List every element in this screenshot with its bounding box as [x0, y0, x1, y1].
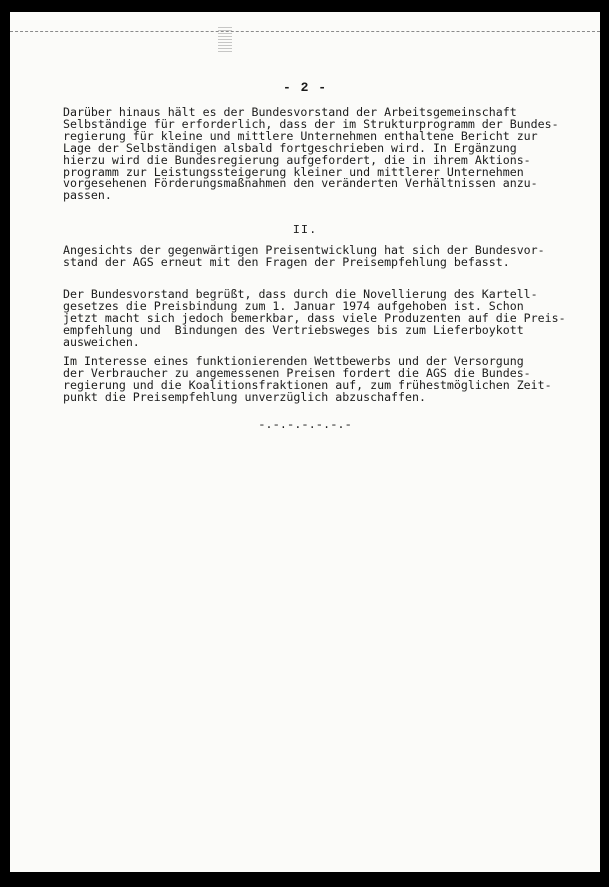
- top-dashed-rule: [10, 31, 600, 32]
- scan-artifact: [218, 26, 232, 52]
- paragraph-1: Darüber hinaus hält es der Bundesvorstand der Arbeitsgemeinschaft Selbständige für erforderlich, dass der im Strukturprogramm der Bundes- regierung für kleine und mittlere Unternehmen enthaltene Bericht zur Lage der Selbständigen alsbald fortgeschrieben wird. In Ergänzung hierzu wird die Bundesregierung aufgefordert, die in ihrem Aktions- programm zur Leistungssteigerung kleiner und mittlerer Unternehmen vorgesehenen Förderungsmaßnahmen den veränderten Verhältnissen anzu- passen.: [63, 105, 559, 203]
- end-mark: -.-.-.-.-.-.-: [258, 418, 352, 432]
- section-heading: II.: [292, 223, 318, 237]
- document-page: [10, 12, 600, 872]
- paragraph-4: Im Interesse eines funktionierenden Wettbewerbs und der Versorgung der Verbraucher zu angemessenen Preisen fordert die AGS die Bundes- regierung und die Koalitionsfraktionen auf, zum frühestmöglichen Zeit- punkt die Preisempfehlung unverzüglich abzuschaffen.: [63, 354, 552, 404]
- paragraph-2: Angesichts der gegenwärtigen Preisentwicklung hat sich der Bundesvor- stand der AGS erneut mit den Fragen der Preisempfehlung befasst.: [63, 243, 545, 269]
- page-number: - 2 -: [282, 80, 327, 95]
- paragraph-3: Der Bundesvorstand begrüßt, dass durch die Novellierung des Kartell- gesetzes die Preisbindung zum 1. Januar 1974 aufgehoben ist. Schon jetzt macht sich jedoch bemerkbar, dass viele Produzenten auf die Preis- empfehlung und Bindungen des Vertriebsweges bis zum Lieferboykott ausweichen.: [63, 287, 566, 349]
